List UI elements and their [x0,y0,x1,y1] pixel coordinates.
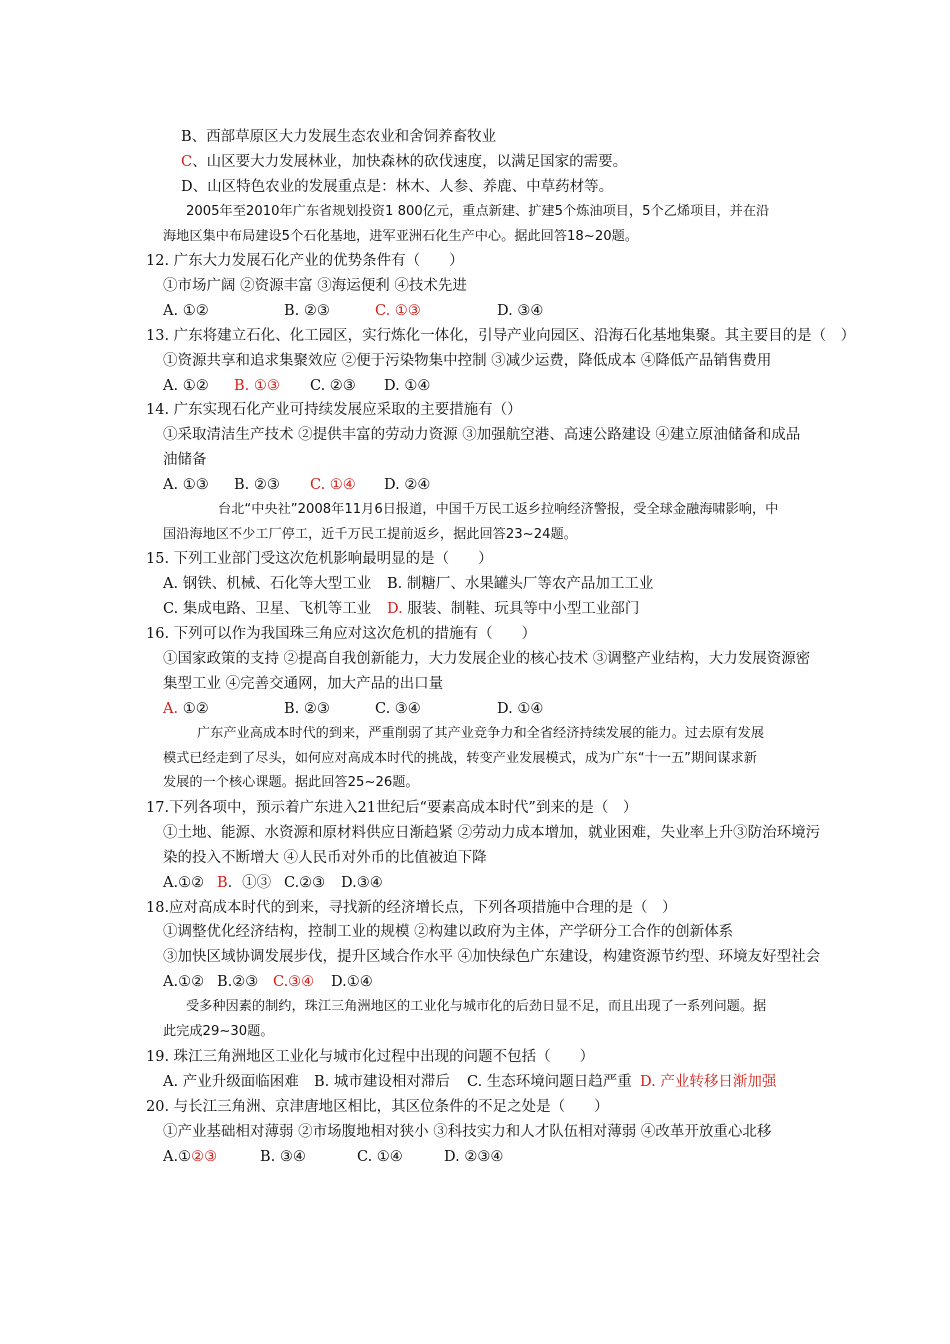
q18-option-c: C.③④ [273,974,315,990]
question-stem: 15. 下列工业部门受这次危机影响最明显的是（ ） [146,551,493,567]
q12-option-d: D. ③④ [497,303,544,319]
q15-option-a: A. 钢铁、机械、石化等大型工业 [163,576,372,592]
q17-option-c: C.②③ [284,875,326,891]
q16-option-b: B. ②③ [284,701,330,717]
answer-mark: A. [163,701,179,717]
question-stem: 13. 广东将建立石化、化工园区，实行炼化一体化，引导产业向园区、沿海石化基地集聚。其主要目的是（ ） [146,328,856,344]
question-items: ①国家政策的支持 ②提高自我创新能力，大力发展企业的核心技术 ③调整产业结构，大力发展资源密 [163,651,811,667]
q18-option-d: D.①④ [331,974,373,990]
q17-option-b: B．①③ [217,875,272,891]
q13-option-c: C. ②③ [310,378,356,394]
q17-option-a: A.①② [163,875,205,891]
question-items: ①产业基础相对薄弱 ②市场腹地相对狭小 ③科技实力和人才队伍相对薄弱 ④改革开放重心北移 [163,1124,772,1140]
question-stem: 20. 与长江三角洲、京津唐地区相比，其区位条件的不足之处是（ ） [146,1099,609,1115]
q11-option-d: D、山区特色农业的发展重点是：林木、人参、养鹿、中草药材等。 [181,179,614,195]
q14-option-d: D. ②④ [384,477,431,493]
question-items: 染的投入不断增大 ④人民币对外币的比值被迫下降 [163,850,487,866]
answer-mark: B [217,875,228,891]
q15-option-c: C. 集成电路、卫星、飞机等工业 [163,601,372,617]
answer-mark: D. [387,601,403,617]
q12-option-b: B. ②③ [284,303,330,319]
question-items: ①采取清洁生产技术 ②提供丰富的劳动力资源 ③加强航空港、高速公路建设 ④建立原油储备和成品 [163,427,801,443]
question-stem: 12. 广东大力发展石化产业的优势条件有（ ） [146,253,464,269]
q16-option-a: A. ①② [163,701,209,717]
q12-option-a: A. ①② [163,303,209,319]
passage-text: 模式已经走到了尽头，如何应对高成本时代的挑战，转变产业发展模式，成为广东“十一五”期间谋求新 [163,751,757,766]
q15-option-b: B. 制糖厂、水果罐头厂等农产品加工工业 [387,576,654,592]
q17-option-d: D.③④ [341,875,383,891]
answer-mark: C [181,154,193,170]
question-items: ③加快区域协调发展步伐，提升区域合作水平 ④加快绿色广东建设，构建资源节约型、环境友好型社会 [163,949,821,965]
answer-mark: ②③ [191,1149,218,1165]
passage-text: 海地区集中布局建设5个石化基地，进军亚洲石化生产中心。据此回答18~20题。 [163,229,638,244]
q13-option-a: A. ①② [163,378,209,394]
q13-option-b: B. ①③ [234,378,280,394]
q20-option-c: C. ①④ [357,1149,403,1165]
q18-option-a: A.①② [163,974,205,990]
passage-text: 2005年至2010年广东省规划投资1 800亿元，重点新建、扩建5个炼油项目，5个乙烯项目，并在沿 [186,204,770,219]
passage-text: 发展的一个核心课题。据此回答25~26题。 [163,775,419,790]
question-items: ①市场广阔 ②资源丰富 ③海运便利 ④技术先进 [163,278,467,294]
q14-option-b: B. ②③ [234,477,280,493]
question-stem: 17.下列各项中，预示着广东进入21世纪后“要素高成本时代”到来的是（ ） [146,800,638,816]
q15-option-d: D. 服装、制鞋、玩具等中小型工业部门 [387,601,640,617]
q19-option-c: C. 生态环境问题日趋严重 [467,1074,632,1090]
q19-option-d: D. 产业转移日渐加强 [640,1074,777,1090]
passage-text: 国沿海地区不少工厂停工，近千万民工提前返乡，据此回答23~24题。 [163,527,577,542]
question-items: 油储备 [163,452,207,468]
q20-option-b: B. ③④ [260,1149,306,1165]
q11-option-b: B、西部草原区大力发展生态农业和舍饲养畜牧业 [181,129,497,145]
question-stem: 18.应对高成本时代的到来，寻找新的经济增长点，下列各项措施中合理的是（ ） [146,900,677,916]
question-stem: 19. 珠江三角洲地区工业化与城市化过程中出现的问题不包括（ ） [146,1049,595,1065]
q12-option-c: C. ①③ [375,303,421,319]
question-items: 集型工业 ④完善交通网，加大产品的出口量 [163,676,444,692]
q16-option-c: C. ③④ [375,701,421,717]
q19-option-a: A. 产业升级面临困难 [163,1074,299,1090]
q19-option-b: B. 城市建设相对滞后 [314,1074,450,1090]
question-stem: 14. 广东实现石化产业可持续发展应采取的主要措施有（） [146,402,522,418]
question-items: ①调整优化经济结构，控制工业的规模 ②构建以政府为主体，产学研分工合作的创新体系 [163,924,734,940]
passage-text: 此完成29~30题。 [163,1024,274,1039]
question-stem: 16. 下列可以作为我国珠三角应对这次危机的措施有（ ） [146,626,537,642]
question-items: ①土地、能源、水资源和原材料供应日渐趋紧 ②劳动力成本增加，就业困难，失业率上升③防治环境污 [163,825,821,841]
q18-option-b: B.②③ [217,974,259,990]
q20-option-a: A.①②③ [163,1149,218,1165]
q14-option-c: C. ①④ [310,477,356,493]
passage-text: 受多种因素的制约，珠江三角洲地区的工业化与城市化的后劲日显不足，而且出现了一系列问题。据 [186,999,767,1014]
q16-option-d: D. ①④ [497,701,544,717]
question-items: ①资源共享和追求集聚效应 ②便于污染物集中控制 ③减少运费，降低成本 ④降低产品销售费用 [163,353,772,369]
q11-option-c: C、山区要大力发展林业，加快森林的砍伐速度，以满足国家的需要。 [181,154,628,170]
q13-option-d: D. ①④ [384,378,431,394]
passage-text: 广东产业高成本时代的到来，严重削弱了其产业竞争力和全省经济持续发展的能力。过去原有发展 [197,726,765,741]
passage-text: 台北“中央社”2008年11月6日报道，中国千万民工返乡拉响经济警报，受全球金融海啸影响，中 [218,502,779,517]
q14-option-a: A. ①③ [163,477,209,493]
q20-option-d: D. ②③④ [444,1149,504,1165]
